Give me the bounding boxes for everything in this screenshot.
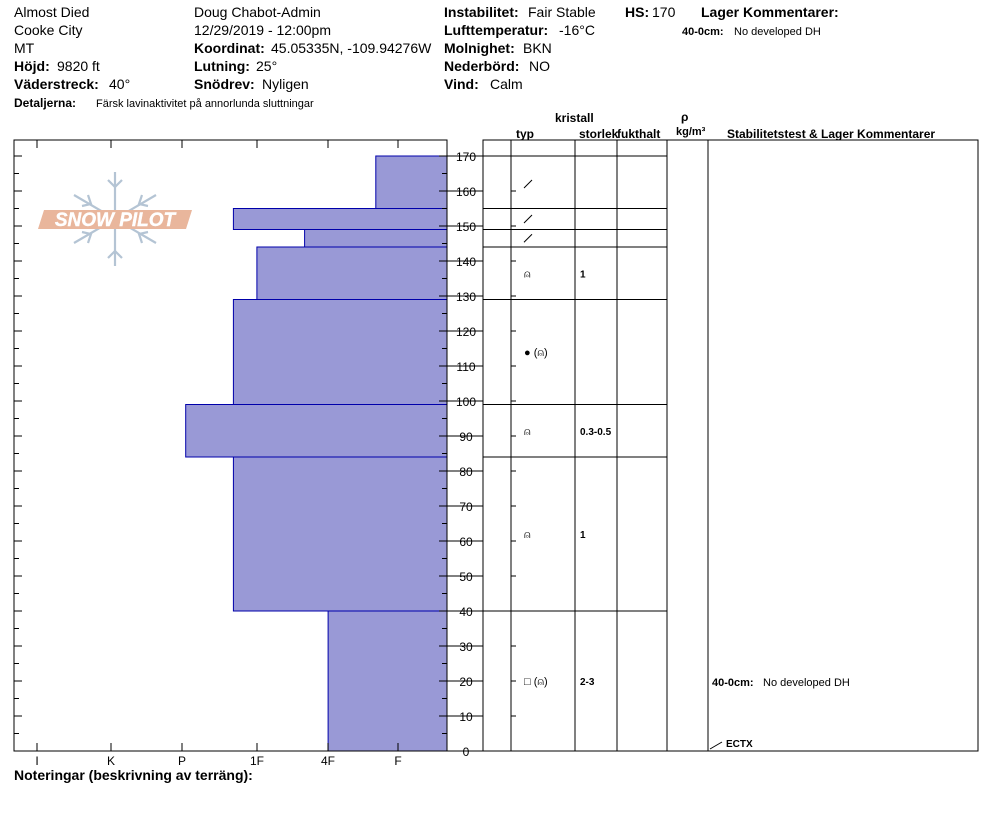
depth-tick-label: 120 [455,325,477,339]
grain-size-value: 1 [580,269,586,281]
hardness-tick-label: 4F [320,754,336,768]
depth-tick-label: 50 [459,570,473,584]
wind-value: Calm [490,76,523,92]
type-header: typ [516,127,534,141]
sky-value: BKN [523,40,552,56]
location-name: Almost Died [14,4,90,20]
grain-type-symbol [524,234,532,242]
depth-tick-label: 0 [462,745,470,759]
coordinate-value: 45.05335N, -109.94276W [271,40,432,56]
observer-name: Doug Chabot-Admin [194,4,321,20]
grain-size-value: 1 [580,530,586,541]
notes-label: Noteringar (beskrivning av terräng): [14,767,253,783]
hardness-tick-label: 1F [249,754,265,768]
wind-label: Vind: [444,76,479,92]
snowpilot-logo-text: SNOW PILOT [54,210,176,231]
state-name: MT [14,40,35,56]
layer-comment-text: No developed DH [763,677,850,689]
stability-test-pointer [710,742,722,749]
precip-label: Nederbörd: [444,58,520,74]
sky-label: Molnighet: [444,40,515,56]
hardness-tick-label: I [35,754,39,768]
airtemp-value: -16°C [559,22,595,38]
rho-header: ρ [681,110,689,124]
city-name: Cooke City [14,22,83,38]
moisture-header: fukthalt [617,127,661,141]
depth-tick-label: 40 [459,605,473,619]
depth-tick-label: 130 [455,290,477,304]
grain-type-symbol: ⍝ [524,425,531,438]
details-value: Färsk lavinaktivitet på annorlunda sluttningar [96,98,314,110]
crystal-header: kristall [555,111,594,125]
size-header: storlek [579,127,619,141]
layer-comment-text: No developed DH [734,26,821,38]
aspect-value: 40° [109,76,131,92]
depth-tick-label: 160 [455,185,477,199]
grain-type-symbol [524,180,532,188]
elevation-value: 9820 ft [57,58,100,74]
hardness-bar [257,247,447,300]
stability-value: Fair Stable [528,4,596,20]
depth-tick-label: 30 [459,640,473,654]
hardness-tick-label: P [177,754,187,768]
drift-value: Nyligen [262,76,309,92]
hardness-bar [376,156,447,209]
grain-type-symbol: ● (⍝) [524,347,548,359]
layer-comment-range: 40-0cm: [682,26,724,38]
depth-tick-label: 60 [459,535,473,549]
slope-label: Lutning: [194,58,250,74]
hs-value: 170 [652,4,676,20]
depth-tick-label: 90 [459,430,473,444]
layer-comments-label: Lager Kommentarer: [701,4,839,20]
stability-test-label: ECTX [726,739,753,750]
grain-type-symbol: ⍝ [524,529,531,541]
depth-tick-label: 20 [459,675,473,689]
elevation-label: Höjd: [14,58,50,74]
coordinate-label: Koordinat: [194,40,265,56]
snowpilot-logo [38,172,192,266]
aspect-label: Väderstreck: [14,76,99,92]
grain-size-value: 2-3 [580,677,595,688]
hardness-bar [233,457,447,611]
hardness-tick-label: K [106,754,116,768]
hardness-bar [305,230,447,248]
observation-datetime: 12/29/2019 - 12:00pm [194,22,331,38]
grain-table-frame [483,140,978,751]
grain-size-value: 0.3-0.5 [580,426,612,438]
details-label: Detaljerna: [14,96,77,110]
density-unit-header: kg/m³ [676,126,706,138]
depth-tick-label: 110 [456,360,476,374]
precip-value: NO [529,58,550,74]
hs-label: HS: [625,4,650,20]
depth-tick-label: 80 [459,465,473,479]
drift-label: Snödrev: [194,76,255,92]
grain-type-symbol [524,215,532,223]
hardness-bar [328,611,447,751]
airtemp-label: Lufttemperatur: [444,22,549,38]
grain-type-symbol: □ (⍝) [524,676,548,688]
grain-type-symbol: ⍝ [524,268,531,281]
hardness-bar [233,300,447,405]
depth-tick-label: 150 [455,220,477,234]
hardness-bar [233,209,447,230]
depth-tick-label: 140 [455,255,477,269]
depth-tick-label: 70 [459,500,473,514]
stability-label: Instabilitet: [444,4,519,20]
hardness-bar [186,405,447,458]
layer-comment-range: 40-0cm: [712,677,754,689]
depth-tick-label: 10 [459,710,473,724]
slope-value: 25° [256,58,278,74]
depth-tick-label: 100 [455,395,477,409]
stability-test-header: Stabilitetstest & Lager Kommentarer [727,127,936,141]
hardness-tick-label: F [394,754,402,768]
depth-tick-label: 170 [455,150,477,164]
